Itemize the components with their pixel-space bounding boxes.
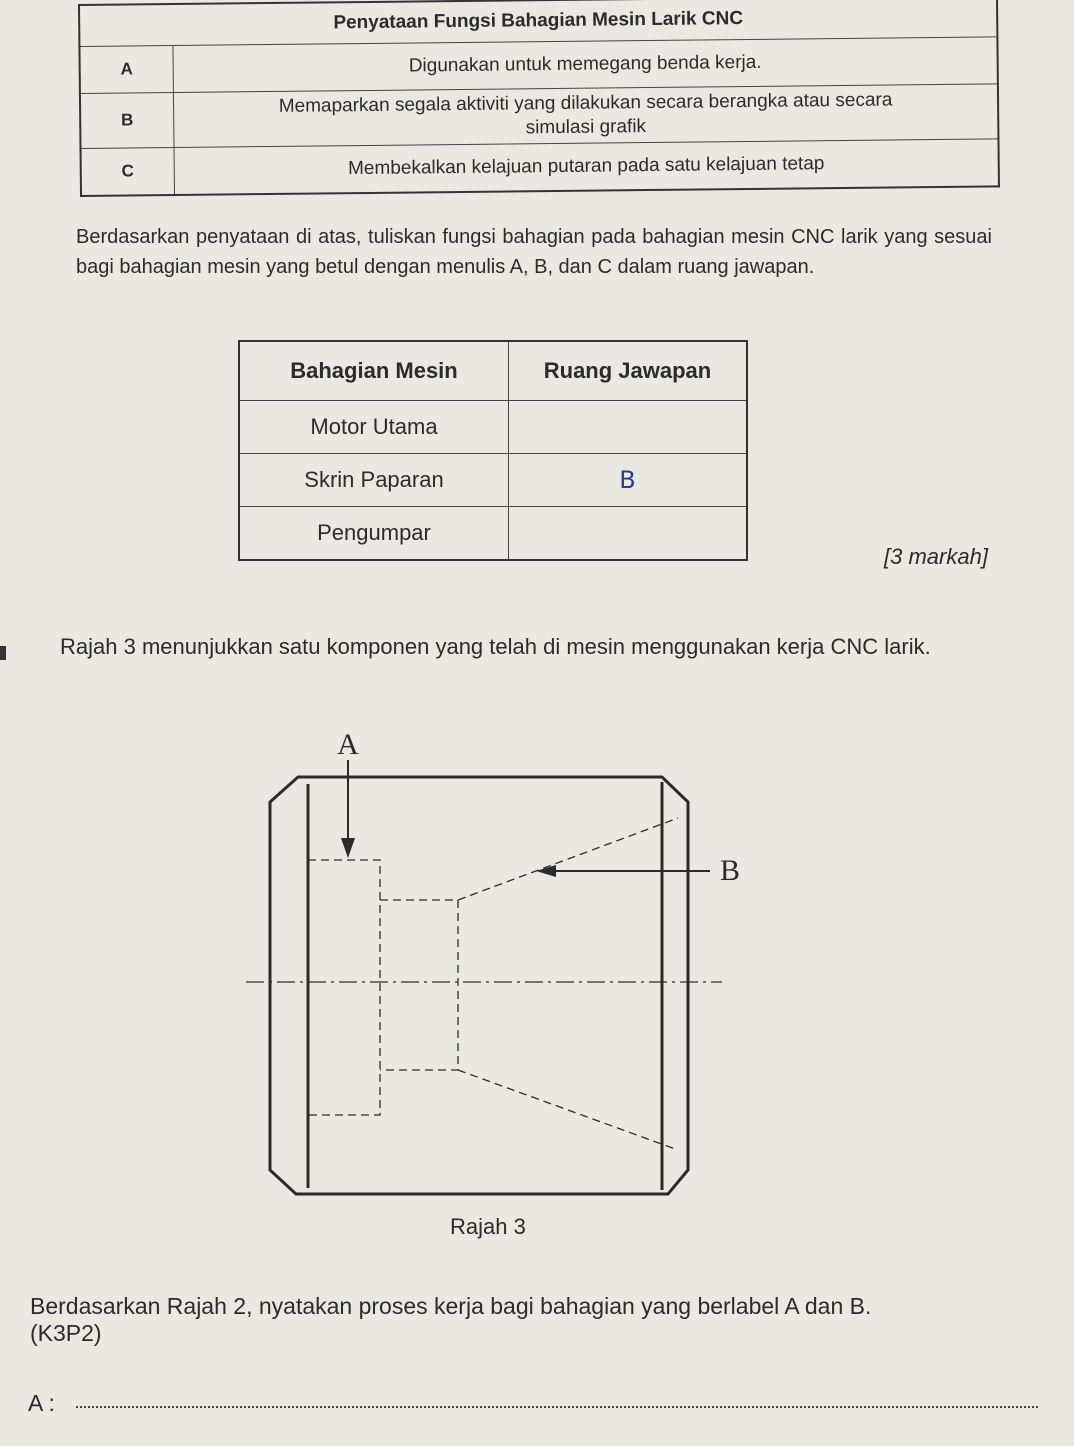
question-code: (K3P2)	[30, 1320, 102, 1346]
diagram-caption: Rajah 3	[450, 1214, 526, 1239]
answer-cell[interactable]	[509, 401, 748, 454]
table-row	[81, 139, 999, 196]
header-part: Bahagian Mesin	[239, 341, 509, 401]
instruction-text: Berdasarkan penyataan di atas, tuliskan fungsi bahagian pada bahagian mesin CNC larik yang sesuai bagi bahagian mesin yang betul dengan menulis A, B, dan C dalam ruang jawapan.	[76, 226, 992, 278]
table-title: Penyataan Fungsi Bahagian Mesin Larik CNC	[79, 0, 997, 46]
table-row	[239, 507, 747, 561]
row-label: A	[79, 46, 173, 94]
row-text: Digunakan untuk memegang benda kerja.	[173, 37, 998, 93]
function-statement-table	[78, 0, 1000, 197]
row-label: C	[81, 148, 175, 196]
row-text	[173, 84, 998, 148]
part-name: Pengumpar	[239, 507, 509, 561]
part-name: Skrin Paparan	[239, 454, 509, 507]
part-name: Motor Utama	[239, 401, 509, 454]
label-b: B	[720, 854, 740, 887]
table-row	[239, 454, 747, 507]
answer-table	[238, 340, 748, 561]
table-row	[80, 84, 999, 149]
row-text: Membekalkan kelajuan putaran pada satu kelajuan tetap	[174, 139, 999, 195]
row-text-line1: Memaparkan segala aktiviti yang dilakukan secara berangka atau secara	[278, 89, 893, 117]
answer-line[interactable]	[76, 1406, 1038, 1408]
diagram-description: Rajah 3 menunjukkan satu komponen yang telah di mesin menggunakan kerja CNC larik.	[60, 634, 931, 659]
workpiece-diagram	[240, 720, 740, 1210]
marks-label: [3 markah]	[884, 544, 988, 569]
header-answer: Ruang Jawapan	[509, 341, 748, 401]
row-text-line2: simulasi grafik	[525, 116, 647, 139]
table-row	[239, 401, 747, 454]
label-a: A	[337, 728, 359, 761]
row-label: B	[80, 93, 174, 149]
answer-cell[interactable]: B	[509, 454, 748, 507]
answer-cell[interactable]	[509, 507, 748, 561]
question-text: Berdasarkan Rajah 2, nyatakan proses kerja bagi bahagian yang berlabel A dan B.	[30, 1293, 872, 1319]
answer-line-label: A :	[28, 1390, 55, 1416]
bullet-mark	[0, 646, 6, 660]
